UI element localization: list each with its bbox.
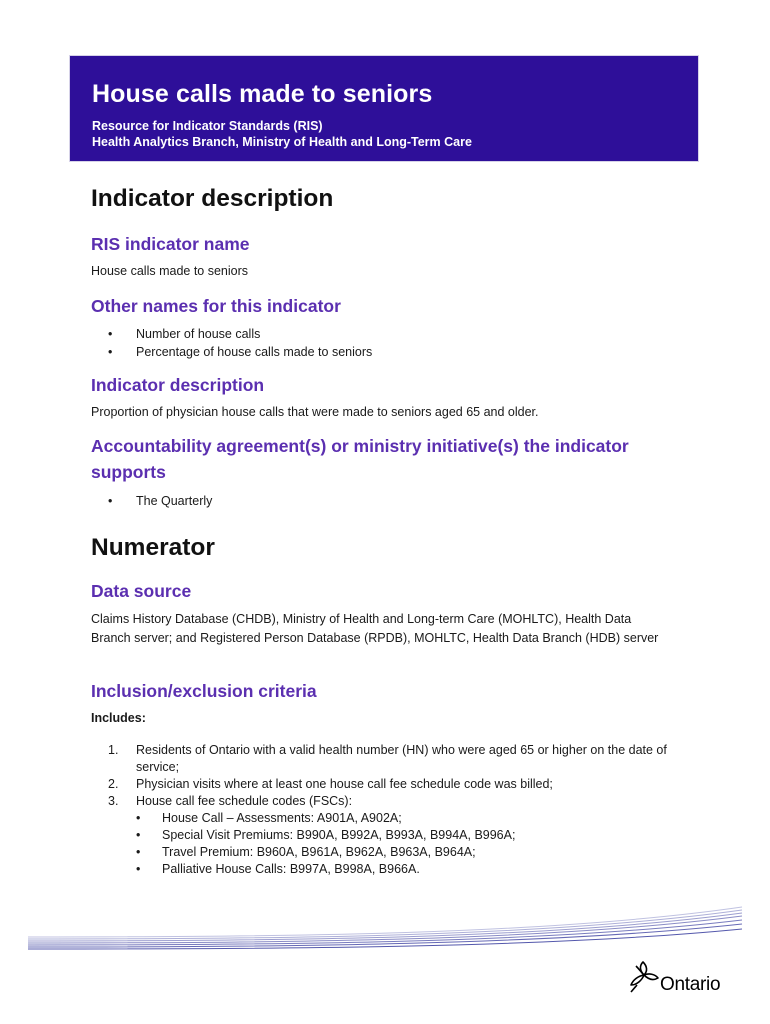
bullet-icon: • bbox=[108, 494, 113, 508]
list-item: 3. House call fee schedule codes (FSCs): • House Call – Assessments: A901A, A902A; • Special Visit Premiums: B990A, B992A, B993A, B994A, B996A; • Travel Premium: B960A, B961A, B962A, B963A, B964A; • Palliative House Calls: B997A, B998A, B966A. bbox=[91, 793, 687, 878]
list-item: • Special Visit Premiums: B990A, B992A, B993A, B994A, B996A; bbox=[136, 828, 516, 842]
subtitle-line-2: Health Analytics Branch, Ministry of Health and Long-Term Care bbox=[92, 135, 472, 149]
ris-name-text: House calls made to seniors bbox=[91, 264, 249, 278]
list-item: 2. Physician visits where at least one house call fee schedule code was billed; bbox=[108, 777, 553, 791]
document-title: House calls made to seniors bbox=[92, 80, 433, 108]
bullet-icon: • bbox=[136, 862, 141, 876]
subheading-other-names: Other names for this indicator bbox=[91, 296, 341, 316]
includes-label: Includes: bbox=[91, 711, 146, 725]
list-item: • Palliative House Calls: B997A, B998A, B966A. bbox=[136, 862, 420, 876]
subheading-inclusion-criteria: Inclusion/exclusion criteria bbox=[91, 681, 317, 701]
list-item: • The Quarterly bbox=[91, 493, 691, 511]
document-subtitle bbox=[92, 118, 472, 150]
ontario-logo bbox=[627, 958, 737, 998]
subheading-ris-name: RIS indicator name bbox=[91, 234, 250, 254]
bullet-icon: • bbox=[136, 845, 141, 859]
list-item: • Number of house calls bbox=[91, 326, 691, 344]
bullet-icon: • bbox=[136, 828, 141, 842]
section-heading-indicator-description: Indicator description bbox=[91, 185, 334, 212]
ontario-wordmark: Ontario bbox=[660, 974, 721, 995]
subheading-indicator-description: Indicator description bbox=[91, 375, 265, 395]
bullet-icon: • bbox=[136, 811, 141, 825]
fsc-list bbox=[136, 810, 687, 878]
list-item: • House Call – Assessments: A901A, A902A; bbox=[136, 811, 402, 825]
subtitle-line-1: Resource for Indicator Standards (RIS) bbox=[92, 119, 323, 133]
list-item: • Percentage of house calls made to seniors bbox=[91, 344, 691, 362]
bullet-icon: • bbox=[108, 327, 113, 341]
accountability-list bbox=[91, 493, 691, 511]
subheading-data-source: Data source bbox=[91, 581, 192, 601]
includes-list bbox=[91, 742, 687, 878]
section-heading-numerator: Numerator bbox=[91, 534, 215, 561]
other-names-list bbox=[91, 326, 691, 361]
data-source-text: Claims History Database (CHDB), Ministry of Health and Long-term Care (MOHLTC), Health Data Branch server; and Registered Person Database (RPDB), MOHLTC, Health Data Branch (HDB) server bbox=[91, 612, 659, 645]
indicator-description-text: Proportion of physician house calls that were made to seniors aged 65 and older. bbox=[91, 405, 539, 419]
list-item: 1. Residents of Ontario with a valid health number (HN) who were aged 65 or higher on the date of service; bbox=[108, 743, 667, 774]
bullet-icon: • bbox=[108, 344, 113, 359]
header-banner bbox=[69, 55, 699, 162]
footer-swoosh-lines bbox=[28, 905, 744, 951]
subheading-accountability: Accountability agreement(s) or ministry initiative(s) the indicator supports bbox=[91, 436, 629, 482]
trillium-icon bbox=[627, 958, 661, 996]
list-item: • Travel Premium: B960A, B961A, B962A, B963A, B964A; bbox=[136, 845, 476, 859]
